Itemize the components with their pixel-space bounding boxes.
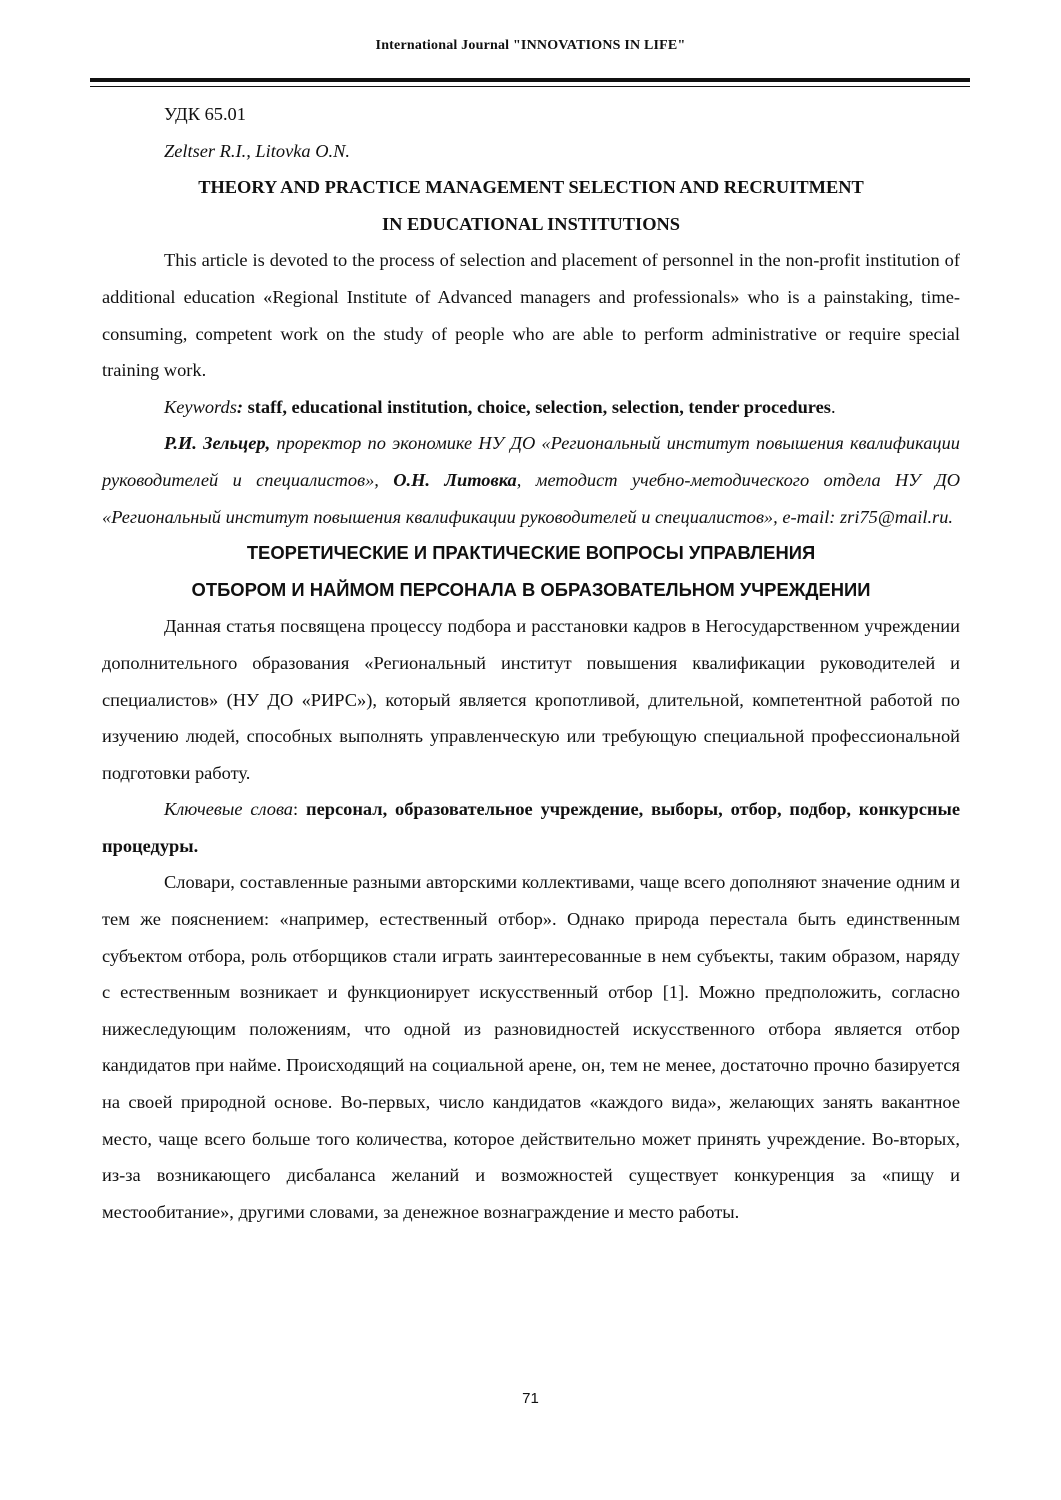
keywords-en-value: staff, educational institution, choice, selection, selection, tender procedures <box>243 396 831 417</box>
header-rule-thick <box>90 78 970 82</box>
author-affiliations <box>102 425 960 535</box>
journal-header-title: International Journal "INNOVATIONS IN LIFE" <box>375 38 686 53</box>
page-number: 71 <box>522 1390 539 1407</box>
title-en-line1: THEORY AND PRACTICE MANAGEMENT SELECTION AND RECRUITMENT <box>198 177 864 198</box>
title-en-line2: IN EDUCATIONAL INSTITUTIONS <box>381 213 681 234</box>
header-rule-thin <box>90 86 970 87</box>
keywords-en <box>102 389 960 426</box>
keywords-ru-value: персонал, образовательное учреждение, выборы, отбор, подбор, конкурсные процедуры. <box>102 799 960 856</box>
keywords-en-colon: : <box>236 396 244 417</box>
author2-desc: , методист учебно-методического отдела НУ ДО «Региональный институт повышения квалификации руководителей и специалистов», e-mail: zri75@mail.ru. <box>102 469 960 527</box>
author1-name: Р.И. Зельцер, <box>164 433 271 454</box>
udk-code: УДК 65.01 <box>164 104 246 124</box>
keywords-ru <box>102 791 960 864</box>
keywords-ru-colon: : <box>293 799 306 820</box>
keywords-en-label: Keywords <box>164 396 237 417</box>
title-ru-line1: ТЕОРЕТИЧЕСКИЕ И ПРАКТИЧЕСКИЕ ВОПРОСЫ УПРАВЛЕНИЯ <box>246 542 816 564</box>
keywords-ru-label: Ключевые слова <box>164 799 293 820</box>
author1-desc: проректор по экономике НУ ДО «Региональный институт повышения квалификации руководителей и специалистов», <box>102 433 961 490</box>
author2-name: О.Н. Литовка <box>393 469 517 490</box>
body-paragraph: Словари, составленные разными авторскими коллективами, чаще всего дополняют значение одним и тем же пояснением: «например, естественный отбор». Однако природа перестала быть единственным субъектом отбора, роль отборщиков стали играть заинтересованные в нем субъекты, таким образом, наряду с естественным возникает и функционирует искусственный отбор [1]. Можно предположить, согласно нижеследующим положениям, что одной из разновидностей искусственного отбора является отбор кандидатов при найме. Происходящий на социальной арене, он, тем не менее, достаточно прочно базируется на своей природной основе. Во-первых, число кандидатов «каждого вида», желающих занять вакантное место, чаще всего больше того количества, которое действительно может принять учреждение. Во-вторых, из-за возникающего дисбаланса желаний и возможностей существует конкуренция за «пищу и местообитание», другими словами, за денежное вознаграждение и место работы. <box>102 872 960 1222</box>
authors-en: Zeltser R.I., Litovka O.N. <box>164 140 350 161</box>
title-ru-line2: ОТБОРОМ И НАЙМОМ ПЕРСОНАЛА В ОБРАЗОВАТЕЛЬНОМ УЧРЕЖДЕНИИ <box>191 578 871 600</box>
article-body <box>102 96 960 1230</box>
keywords-en-end: . <box>830 396 836 417</box>
abstract-en: This article is devoted to the process of selection and placement of personnel in the non-profit institution of additional education «Regional Institute of Advanced managers and professionals» who is a painstaking, time-consuming, competent work on the study of people who are able to perform administrative or require special training work. <box>102 250 960 381</box>
abstract-ru: Данная статья посвящена процессу подбора и расстановки кадров в Негосударственном учреждении дополнительного образования «Региональный институт повышения квалификации руководителей и специалистов» (НУ ДО «РИРС»), который является кропотливой, длительной, компетентной работой по изучению людей, способных выполнять управленческую или требующую специальной профессиональной подготовки работу. <box>102 616 960 783</box>
